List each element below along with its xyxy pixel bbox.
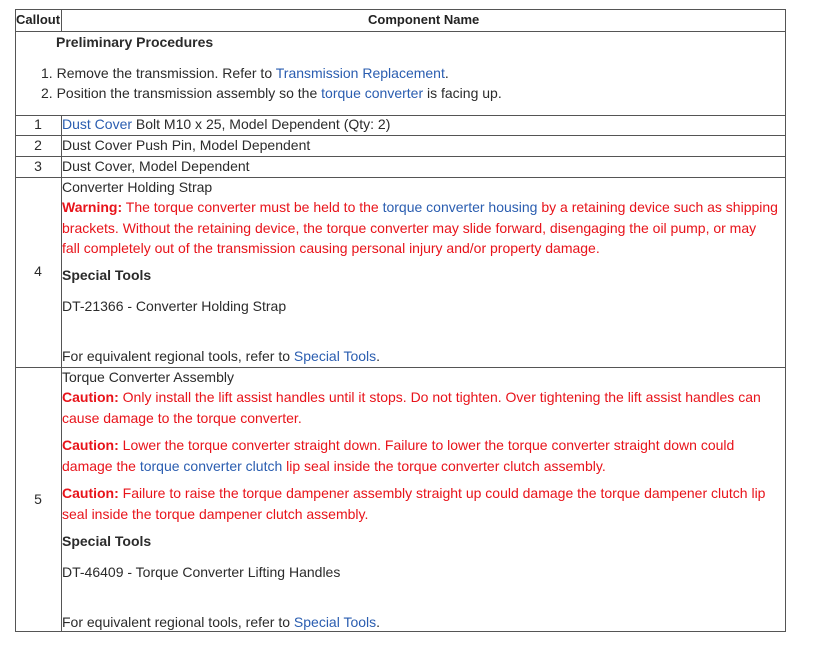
step-text-end: . <box>444 65 449 81</box>
special-tools-link[interactable]: Special Tools <box>293 348 377 364</box>
warning-line-2: brackets. Without the retaining device, the torque converter may slide forward, disengaging the oil pump, or may <box>62 220 757 236</box>
warning-line-3: fall completely out of the transmission causing personal injury and/or property damage. <box>62 240 600 256</box>
special-tools-heading: Special Tools <box>62 267 152 283</box>
callout-1: 1 <box>34 116 42 132</box>
torque-converter-link[interactable]: torque converter <box>321 85 424 101</box>
step-number: 2. <box>41 85 53 101</box>
header-callout: Callout <box>16 12 61 27</box>
callout-3: 3 <box>34 158 42 174</box>
callout-2: 2 <box>34 137 42 153</box>
callout-5: 5 <box>34 491 42 507</box>
regional-tools-note <box>62 612 380 632</box>
component-text: Bolt M10 x 25, Model Dependent (Qty: 2) <box>132 116 391 132</box>
header-component-name: Component Name <box>368 12 480 27</box>
caution-1-line-2: cause damage to the torque converter. <box>62 410 302 426</box>
component-row-3: Dust Cover, Model Dependent <box>62 158 250 174</box>
column-divider <box>61 10 62 32</box>
component-row-2: Dust Cover Push Pin, Model Dependent <box>62 137 311 153</box>
callout-4: 4 <box>34 263 42 279</box>
tool-item: DT-21366 - Converter Holding Strap <box>62 298 287 314</box>
component-name-4: Converter Holding Strap <box>62 179 213 195</box>
regional-text: For equivalent regional tools, refer to <box>62 614 294 630</box>
torque-converter-clutch-link[interactable]: torque converter clutch <box>139 458 283 474</box>
regional-text-end: . <box>376 348 381 364</box>
caution-label: Caution: <box>62 485 119 501</box>
caution-3-line-2: seal inside the torque dampener clutch assembly. <box>62 506 369 522</box>
step-text: Position the transmission assembly so the <box>56 85 322 101</box>
component-row-1 <box>62 114 390 134</box>
regional-tools-note <box>62 346 380 366</box>
torque-converter-housing-link[interactable]: torque converter housing <box>382 199 538 215</box>
caution-text: Only install the lift assist handles until it stops. Do not tighten. Over tightening the lift assist handles can <box>118 389 761 405</box>
step-text: Remove the transmission. Refer to <box>56 65 276 81</box>
special-tools-heading: Special Tools <box>62 533 152 549</box>
preliminary-step-1 <box>41 63 449 83</box>
preliminary-title: Preliminary Procedures <box>56 34 214 50</box>
preliminary-step-2 <box>41 83 502 103</box>
caution-3-line-1 <box>62 483 765 503</box>
caution-text: Failure to raise the torque dampener assembly straight up could damage the torque dampener clutch lip <box>118 485 766 501</box>
special-tools-link[interactable]: Special Tools <box>293 614 377 630</box>
caution-2-line-1 <box>62 435 734 455</box>
caution-label: Caution: <box>62 389 119 405</box>
dust-cover-link[interactable]: Dust Cover <box>62 116 133 132</box>
caution-text: Lower the torque converter straight down. Failure to lower the torque converter straight down could <box>118 437 735 453</box>
caution-1-line-1 <box>62 387 761 407</box>
warning-line-1 <box>62 197 778 217</box>
warning-text: by a retaining device such as shipping <box>537 199 778 215</box>
caution-text: lip seal inside the torque converter clutch assembly. <box>282 458 606 474</box>
warning-text: The torque converter must be held to the <box>122 199 383 215</box>
transmission-replacement-link[interactable]: Transmission Replacement <box>275 65 445 81</box>
step-text-end: is facing up. <box>423 85 502 101</box>
warning-label: Warning: <box>62 199 123 215</box>
caution-2-line-2 <box>62 456 606 476</box>
caution-text: damage the <box>62 458 140 474</box>
tool-item: DT-46409 - Torque Converter Lifting Handles <box>62 564 341 580</box>
caution-label: Caution: <box>62 437 119 453</box>
regional-text-end: . <box>376 614 381 630</box>
regional-text: For equivalent regional tools, refer to <box>62 348 294 364</box>
component-name-5: Torque Converter Assembly <box>62 369 234 385</box>
step-number: 1. <box>41 65 53 81</box>
